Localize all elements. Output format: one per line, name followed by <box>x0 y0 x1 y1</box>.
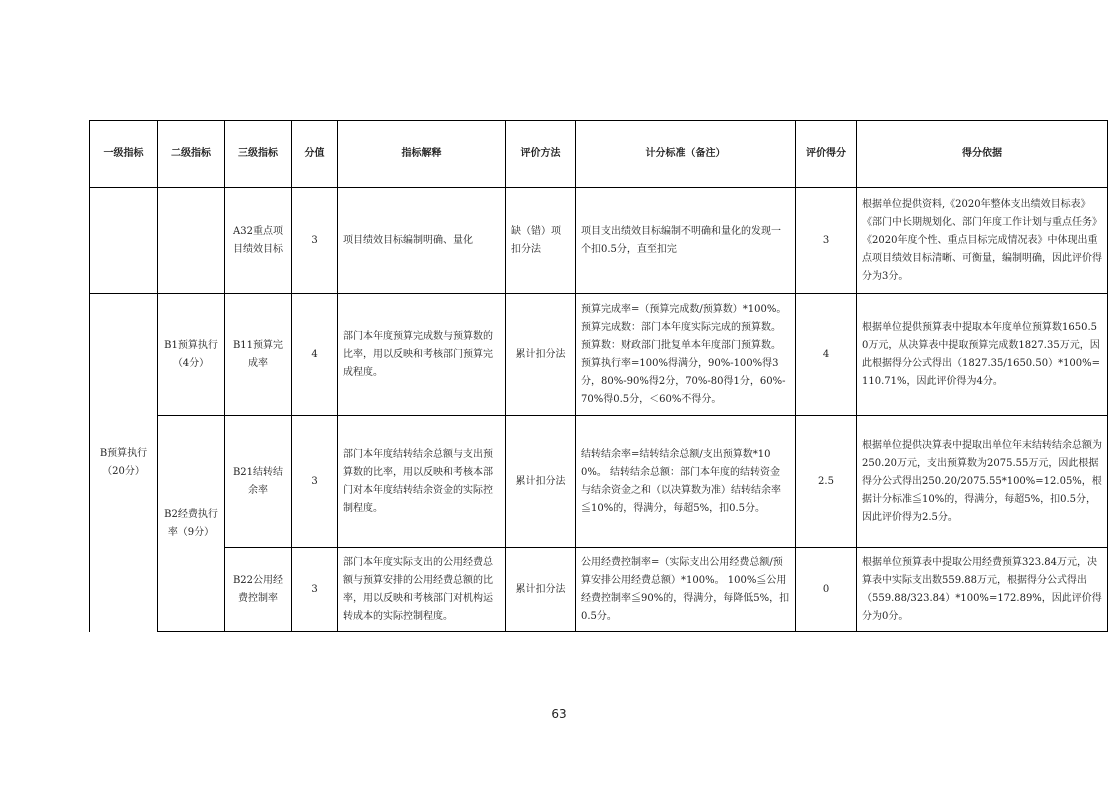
cell-b22-score-value: 3 <box>292 548 338 632</box>
cell-b21-explanation: 部门本年度结转结余总额与支出预算数的比率，用以反映和考核本部门对本年度结转结余资金的实际控制程度。 <box>338 416 506 548</box>
cell-a32-eval-score: 3 <box>796 188 857 294</box>
cell-b21-score-value: 3 <box>292 416 338 548</box>
cell-b22-basis: 根据单位预算表中提取公用经费预算323.84万元，决算表中实际支出数559.88万元，根据得分公式得出（559.88/323.84）*100%=172.89%，因此评价得分为0分。 <box>857 548 1108 632</box>
cell-b22-explanation: 部门本年度实际支出的公用经费总额与预算安排的公用经费总额的比率，用以反映和考核部门对机构运转成本的实际控制程度。 <box>338 548 506 632</box>
cell-b11-basis: 根据单位提供预算表中提取本年度单位预算数1650.50万元，从决算表中提取预算完成数1827.35万元，因此根据得分公式得出（1827.35/1650.50）*100%=110.71%，因此评价得为4分。 <box>857 294 1108 416</box>
evaluation-table <box>89 120 1108 632</box>
cell-level2-empty <box>158 188 225 294</box>
cell-a32-score-value: 3 <box>292 188 338 294</box>
header-standard: 计分标准（备注） <box>576 121 796 188</box>
header-score-value: 分值 <box>292 121 338 188</box>
header-level2: 二级指标 <box>158 121 225 188</box>
header-eval-score: 评价得分 <box>796 121 857 188</box>
cell-b11-method: 累计扣分法 <box>506 294 576 416</box>
cell-a32-method: 缺（错）项扣分法 <box>506 188 576 294</box>
cell-a32-explanation: 项目绩效目标编制明确、量化 <box>338 188 506 294</box>
cell-b11-standard: 预算完成率=（预算完成数/预算数）*100%。预算完成数：部门本年度实际完成的预算数。预算数：财政部门批复单本年度部门预算数。预算执行率=100%得满分，90%-100%得3分，80%-90%得2分，70%-80得1分，60%-70%得0.5分，＜60%不得分。 <box>576 294 796 416</box>
header-level3: 三级指标 <box>225 121 292 188</box>
cell-b-level1: B预算执行（20分） <box>90 294 158 632</box>
header-basis: 得分依据 <box>857 121 1108 188</box>
cell-b22-level3: B22公用经费控制率 <box>225 548 292 632</box>
cell-a32-basis: 根据单位提供资料,《2020年整体支出绩效目标表》《部门中长期规划化、部门年度工作计划与重点任务》《2020年度个性、重点目标完成情况表》中体现出重点项目绩效目标清晰、可衡量，编制明确，因此评价得分为3分。 <box>857 188 1108 294</box>
cell-b21-standard: 结转结余率=结转结余总额/支出预算数*100%。 结转结余总额：部门本年度的结转资金与结余资金之和（以决算数为准）结转结余率≦10%的，得满分，每超5%，扣0.5分。 <box>576 416 796 548</box>
cell-b2-level2: B2经费执行率（9分） <box>158 416 225 632</box>
header-level1: 一级指标 <box>90 121 158 188</box>
cell-b21-method: 累计扣分法 <box>506 416 576 548</box>
page-number: 63 <box>551 707 567 721</box>
cell-b11-eval-score: 4 <box>796 294 857 416</box>
cell-a32-level3: A32重点项目绩效目标 <box>225 188 292 294</box>
cell-level1-empty <box>90 188 158 294</box>
header-explanation: 指标解释 <box>338 121 506 188</box>
cell-b22-eval-score: 0 <box>796 548 857 632</box>
cell-b1-level2: B1预算执行（4分） <box>158 294 225 416</box>
cell-a32-standard: 项目支出绩效目标编制不明确和量化的发现一个扣0.5分，直至扣完 <box>576 188 796 294</box>
table-row-b11 <box>90 294 1108 416</box>
cell-b21-basis: 根据单位提供决算表中提取出单位年末结转结余总额为250.20万元，支出预算数为2075.55万元，因此根据得分公式得出250.20/2075.55*100%=12.05%，根据计分标准≦10%的，得满分，每超5%，扣0.5分，因此评价得为2.5分。 <box>857 416 1108 548</box>
table-row-a32 <box>90 188 1108 294</box>
cell-b21-level3: B21结转结余率 <box>225 416 292 548</box>
cell-b21-eval-score: 2.5 <box>796 416 857 548</box>
header-method: 评价方法 <box>506 121 576 188</box>
cell-b11-score-value: 4 <box>292 294 338 416</box>
cell-b22-method: 累计扣分法 <box>506 548 576 632</box>
cell-b22-standard: 公用经费控制率=（实际支出公用经费总额/预算安排公用经费总额）*100%。 100%≦公用经费控制率≦90%的，得满分，每降低5%，扣0.5分。 <box>576 548 796 632</box>
table-row-b22 <box>90 548 1108 632</box>
cell-b11-level3: B11预算完成率 <box>225 294 292 416</box>
header-row <box>90 121 1108 188</box>
table-row-b21 <box>90 416 1108 548</box>
cell-b11-explanation: 部门本年度预算完成数与预算数的比率，用以反映和考核部门预算完成程度。 <box>338 294 506 416</box>
